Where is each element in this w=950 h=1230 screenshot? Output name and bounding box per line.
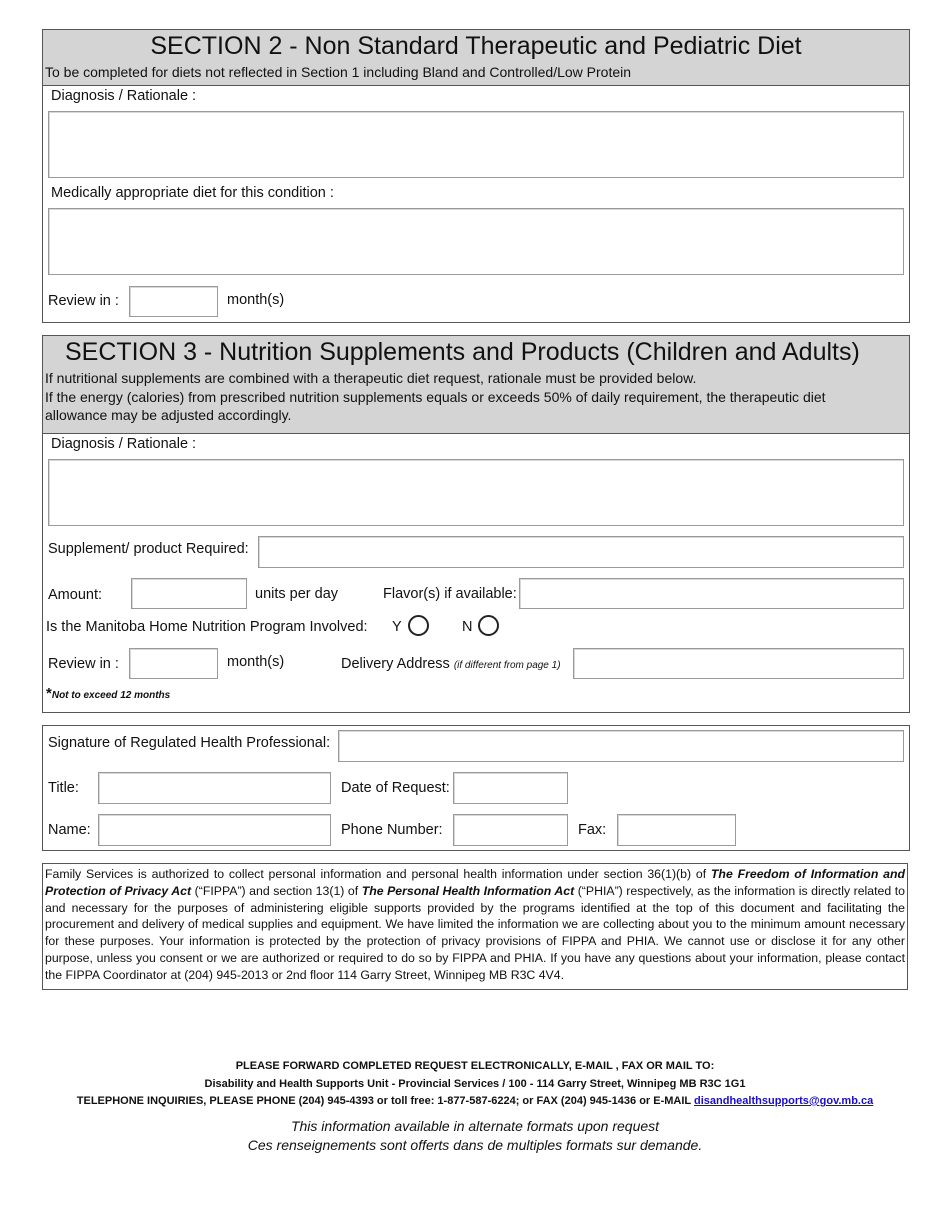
signature-field[interactable]	[338, 730, 904, 762]
fax-field[interactable]	[617, 814, 736, 846]
s3-months-label: month(s)	[227, 654, 285, 670]
mhnp-label: Is the Manitoba Home Nutrition Program Involved:	[46, 619, 368, 635]
section-3-line-1: If nutritional supplements are combined with a therapeutic diet request, rationale must be provided below.	[45, 370, 697, 386]
privacy-text-2: (“FIPPA”) and section 13(1) of	[191, 883, 362, 898]
review-limit-note	[46, 685, 170, 702]
s2-months-label: month(s)	[227, 292, 285, 308]
s2-diagnosis-field[interactable]	[48, 111, 904, 178]
footer-phone-text: TELEPHONE INQUIRIES, PLEASE PHONE (204) 945-4393 or toll free: 1-877-587-6224; or FAX (204) 945-1436 or E-MAIL	[76, 1095, 695, 1107]
supplement-label: Supplement/ product Required:	[48, 541, 249, 557]
supplement-field[interactable]	[258, 536, 904, 568]
s2-review-label: Review in :	[48, 293, 119, 309]
title-field[interactable]	[98, 772, 331, 804]
limit-asterisk: *	[46, 685, 52, 702]
delivery-address-text: Delivery Address	[341, 656, 450, 672]
section-2-header	[43, 30, 909, 86]
section-3-title: SECTION 3 - Nutrition Supplements and Products (Children and Adults)	[65, 338, 860, 366]
section-2-subtitle: To be completed for diets not reflected in Section 1 including Bland and Controlled/Low Protein	[45, 64, 632, 80]
email-link[interactable]: disandhealthsupports@gov.mb.ca	[694, 1095, 874, 1107]
delivery-address-note: (if different from page 1)	[453, 660, 561, 671]
section-3-header	[43, 336, 909, 434]
name-label: Name:	[48, 822, 91, 838]
privacy-text-3: (“PHIA”) respectively, as the information is directly related to and necessary for the purposes of administering eligible supports provided by the programs identified at the top of this document and facilitating the procurement and delivery of medical supplies and equipment. We have limited the information we are collecting about you to the minimum amount necessary for these purposes. Your information is protected by the protection of privacy provisions of FIPPA and PHIA. We cannot use or disclose it for any other purpose, unless you consent or we are authorized or required to do so by FIPPA and PHIA. If you have any questions about your information, please contact the FIPPA Coordinator at (204) 945-2013 or 2nd floor 114 Garry Street, Winnipeg MB R3C 4V4.	[45, 883, 905, 982]
amount-field[interactable]	[131, 578, 247, 609]
s2-diagnosis-label: Diagnosis / Rationale :	[51, 88, 197, 104]
delivery-address-label	[341, 656, 561, 672]
phia-act-name: The Personal Health Information Act	[361, 883, 575, 898]
date-field[interactable]	[453, 772, 568, 804]
s2-diet-field[interactable]	[48, 208, 904, 275]
mhnp-yes-radio[interactable]	[408, 615, 429, 636]
flavor-field[interactable]	[519, 578, 904, 609]
name-field[interactable]	[98, 814, 331, 846]
mhnp-no-radio[interactable]	[478, 615, 499, 636]
fippa-act-name: The Freedom of Information and Protection of Privacy Act	[45, 867, 905, 898]
privacy-notice	[42, 863, 908, 990]
amount-label: Amount:	[48, 587, 102, 603]
footer	[0, 1058, 950, 1155]
footer-line-3	[0, 1093, 950, 1111]
flavor-label: Flavor(s) if available:	[383, 586, 517, 602]
mhnp-no-label: N	[462, 619, 473, 635]
s3-diagnosis-label: Diagnosis / Rationale :	[51, 436, 197, 452]
s2-diet-label: Medically appropriate diet for this condition :	[51, 185, 334, 201]
phone-field[interactable]	[453, 814, 568, 846]
mhnp-yes-label: Y	[392, 619, 402, 635]
fax-label: Fax:	[578, 822, 607, 838]
title-label: Title:	[48, 780, 79, 796]
units-label: units per day	[255, 586, 339, 602]
footer-line-1: PLEASE FORWARD COMPLETED REQUEST ELECTRONICALLY, E-MAIL , FAX OR MAIL TO:	[235, 1060, 715, 1072]
delivery-address-field[interactable]	[573, 648, 904, 679]
alternate-formats-en: This information available in alternate formats upon request	[290, 1117, 660, 1134]
limit-text: Not to exceed 12 months	[51, 690, 171, 701]
signature-label: Signature of Regulated Health Professional:	[48, 735, 331, 751]
s3-review-label: Review in :	[48, 656, 119, 672]
s2-review-field[interactable]	[129, 286, 218, 317]
footer-line-2: Disability and Health Supports Unit - Provincial Services / 100 - 114 Garry Street, Winnipeg MB R3C 1G1	[204, 1077, 746, 1090]
section-3-line-2: If the energy (calories) from prescribed nutrition supplements equals or exceeds 50% of daily requirement, the therapeutic diet allowance may be adjusted accordingly.	[45, 388, 826, 423]
section-2-title: SECTION 2 - Non Standard Therapeutic and Pediatric Diet	[150, 32, 802, 60]
date-label: Date of Request:	[341, 780, 450, 796]
s3-review-field[interactable]	[129, 648, 218, 679]
privacy-text-1: Family Services is authorized to collect personal information and personal health information under section 36(1)(b) of	[45, 867, 711, 881]
alternate-formats-fr: Ces renseignements sont offerts dans de multiples formats sur demande.	[247, 1136, 703, 1153]
phone-label: Phone Number:	[341, 822, 443, 838]
s3-diagnosis-field[interactable]	[48, 459, 904, 526]
